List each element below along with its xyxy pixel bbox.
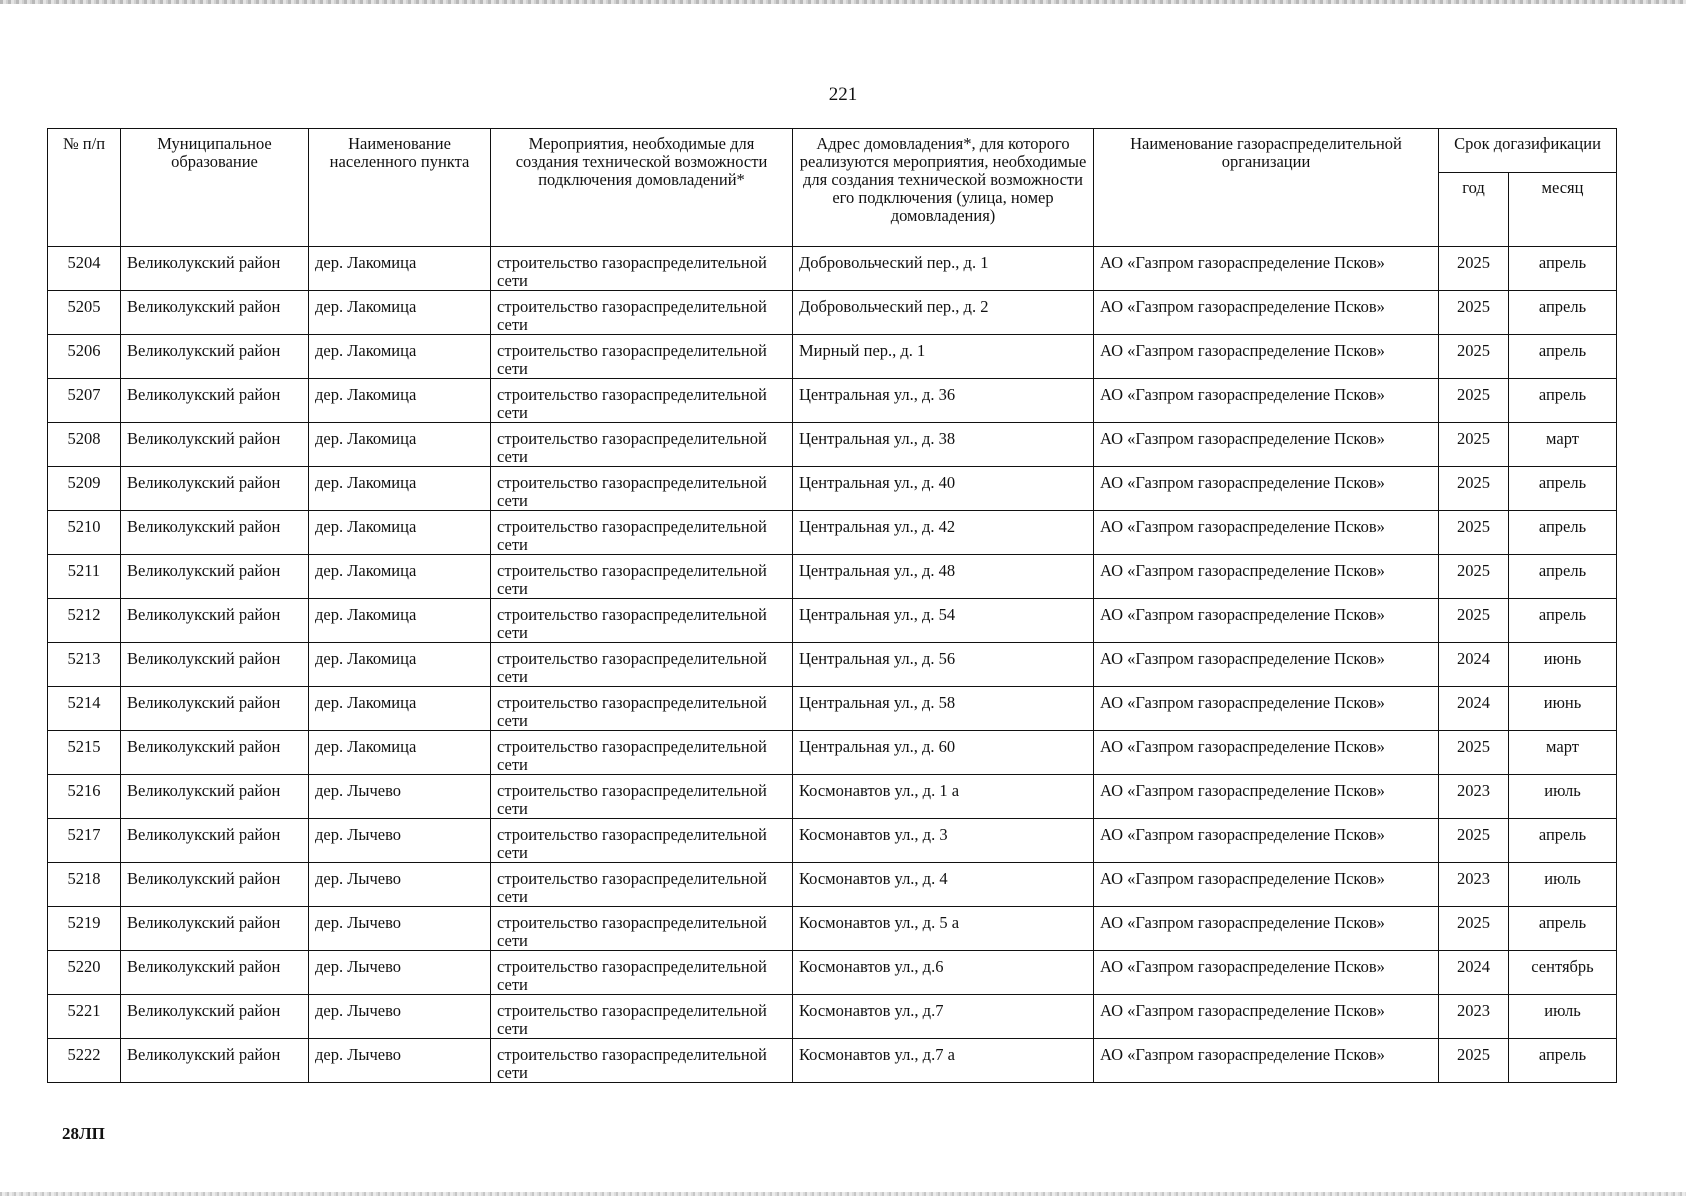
- cell-organization: АО «Газпром газораспределение Псков»: [1094, 643, 1439, 687]
- cell-year: 2024: [1439, 687, 1509, 731]
- header-organization: Наименование газораспределительной организации: [1094, 129, 1439, 247]
- cell-month: март: [1509, 731, 1617, 775]
- cell-measures: строительство газораспределительной сети: [491, 423, 793, 467]
- table-row: [48, 907, 1617, 951]
- cell-organization: АО «Газпром газораспределение Псков»: [1094, 731, 1439, 775]
- cell-month: апрель: [1509, 335, 1617, 379]
- cell-settlement: дер. Лычево: [309, 995, 491, 1039]
- cell-municipality: Великолукский район: [121, 467, 309, 511]
- cell-num: 5216: [48, 775, 121, 819]
- cell-year: 2025: [1439, 511, 1509, 555]
- cell-num: 5207: [48, 379, 121, 423]
- cell-measures: строительство газораспределительной сети: [491, 1039, 793, 1083]
- cell-month: апрель: [1509, 511, 1617, 555]
- cell-month: июль: [1509, 775, 1617, 819]
- cell-num: 5221: [48, 995, 121, 1039]
- cell-settlement: дер. Лакомица: [309, 247, 491, 291]
- table-row: [48, 511, 1617, 555]
- cell-settlement: дер. Лычево: [309, 863, 491, 907]
- header-measures: Мероприятия, необходимые для создания технической возможности подключения домовладений*: [491, 129, 793, 247]
- cell-municipality: Великолукский район: [121, 247, 309, 291]
- cell-organization: АО «Газпром газораспределение Псков»: [1094, 467, 1439, 511]
- cell-num: 5214: [48, 687, 121, 731]
- cell-settlement: дер. Лакомица: [309, 599, 491, 643]
- cell-month: июль: [1509, 863, 1617, 907]
- cell-address: Центральная ул., д. 56: [793, 643, 1094, 687]
- cell-organization: АО «Газпром газораспределение Псков»: [1094, 335, 1439, 379]
- cell-municipality: Великолукский район: [121, 951, 309, 995]
- table-header: [48, 129, 1617, 247]
- cell-municipality: Великолукский район: [121, 1039, 309, 1083]
- cell-measures: строительство газораспределительной сети: [491, 467, 793, 511]
- cell-address: Центральная ул., д. 36: [793, 379, 1094, 423]
- cell-month: июнь: [1509, 687, 1617, 731]
- table-row: [48, 291, 1617, 335]
- cell-measures: строительство газораспределительной сети: [491, 511, 793, 555]
- cell-organization: АО «Газпром газораспределение Псков»: [1094, 555, 1439, 599]
- cell-settlement: дер. Лычево: [309, 951, 491, 995]
- cell-municipality: Великолукский район: [121, 995, 309, 1039]
- header-municipality: Муниципальное образование: [121, 129, 309, 247]
- cell-month: сентябрь: [1509, 951, 1617, 995]
- cell-address: Космонавтов ул., д. 1 а: [793, 775, 1094, 819]
- cell-num: 5209: [48, 467, 121, 511]
- cell-municipality: Великолукский район: [121, 555, 309, 599]
- cell-measures: строительство газораспределительной сети: [491, 731, 793, 775]
- cell-organization: АО «Газпром газораспределение Псков»: [1094, 951, 1439, 995]
- cell-year: 2025: [1439, 1039, 1509, 1083]
- cell-organization: АО «Газпром газораспределение Псков»: [1094, 863, 1439, 907]
- cell-address: Космонавтов ул., д. 4: [793, 863, 1094, 907]
- scan-edge-bottom: [0, 1192, 1686, 1196]
- cell-settlement: дер. Лакомица: [309, 511, 491, 555]
- header-year: год: [1439, 173, 1509, 247]
- cell-address: Центральная ул., д. 54: [793, 599, 1094, 643]
- cell-municipality: Великолукский район: [121, 335, 309, 379]
- cell-num: 5208: [48, 423, 121, 467]
- table-row: [48, 819, 1617, 863]
- cell-num: 5204: [48, 247, 121, 291]
- cell-num: 5217: [48, 819, 121, 863]
- cell-settlement: дер. Лычево: [309, 1039, 491, 1083]
- table-row: [48, 423, 1617, 467]
- cell-month: апрель: [1509, 1039, 1617, 1083]
- cell-year: 2025: [1439, 819, 1509, 863]
- cell-year: 2025: [1439, 423, 1509, 467]
- cell-year: 2025: [1439, 379, 1509, 423]
- cell-year: 2023: [1439, 863, 1509, 907]
- cell-address: Центральная ул., д. 38: [793, 423, 1094, 467]
- cell-month: апрель: [1509, 247, 1617, 291]
- cell-municipality: Великолукский район: [121, 643, 309, 687]
- cell-address: Центральная ул., д. 60: [793, 731, 1094, 775]
- table-row: [48, 995, 1617, 1039]
- cell-num: 5211: [48, 555, 121, 599]
- cell-month: июль: [1509, 995, 1617, 1039]
- table-row: [48, 863, 1617, 907]
- cell-month: март: [1509, 423, 1617, 467]
- header-settlement: Наименование населенного пункта: [309, 129, 491, 247]
- cell-settlement: дер. Лакомица: [309, 687, 491, 731]
- cell-year: 2025: [1439, 291, 1509, 335]
- cell-settlement: дер. Лакомица: [309, 379, 491, 423]
- cell-address: Мирный пер., д. 1: [793, 335, 1094, 379]
- cell-settlement: дер. Лакомица: [309, 643, 491, 687]
- cell-municipality: Великолукский район: [121, 863, 309, 907]
- footer-code: 28ЛП: [62, 1124, 105, 1143]
- cell-num: 5220: [48, 951, 121, 995]
- cell-address: Добровольческий пер., д. 2: [793, 291, 1094, 335]
- cell-settlement: дер. Лычево: [309, 775, 491, 819]
- cell-municipality: Великолукский район: [121, 511, 309, 555]
- cell-year: 2025: [1439, 467, 1509, 511]
- cell-settlement: дер. Лычево: [309, 907, 491, 951]
- cell-num: 5206: [48, 335, 121, 379]
- cell-municipality: Великолукский район: [121, 423, 309, 467]
- cell-municipality: Великолукский район: [121, 687, 309, 731]
- table-row: [48, 687, 1617, 731]
- table-row: [48, 1039, 1617, 1083]
- cell-measures: строительство газораспределительной сети: [491, 599, 793, 643]
- cell-settlement: дер. Лакомица: [309, 335, 491, 379]
- cell-year: 2023: [1439, 775, 1509, 819]
- cell-organization: АО «Газпром газораспределение Псков»: [1094, 291, 1439, 335]
- cell-num: 5218: [48, 863, 121, 907]
- cell-year: 2023: [1439, 995, 1509, 1039]
- page-number: 221: [828, 84, 858, 105]
- cell-year: 2025: [1439, 555, 1509, 599]
- cell-settlement: дер. Лакомица: [309, 291, 491, 335]
- cell-year: 2024: [1439, 951, 1509, 995]
- cell-municipality: Великолукский район: [121, 731, 309, 775]
- table-row: [48, 379, 1617, 423]
- table-row: [48, 467, 1617, 511]
- cell-organization: АО «Газпром газораспределение Псков»: [1094, 687, 1439, 731]
- cell-year: 2025: [1439, 907, 1509, 951]
- gasification-table: [47, 128, 1617, 1083]
- header-term: Срок догазификации: [1439, 129, 1617, 173]
- cell-month: апрель: [1509, 379, 1617, 423]
- cell-measures: строительство газораспределительной сети: [491, 291, 793, 335]
- cell-municipality: Великолукский район: [121, 599, 309, 643]
- cell-municipality: Великолукский район: [121, 379, 309, 423]
- cell-measures: строительство газораспределительной сети: [491, 907, 793, 951]
- table-row: [48, 731, 1617, 775]
- cell-num: 5212: [48, 599, 121, 643]
- cell-measures: строительство газораспределительной сети: [491, 379, 793, 423]
- cell-year: 2025: [1439, 731, 1509, 775]
- cell-organization: АО «Газпром газораспределение Псков»: [1094, 379, 1439, 423]
- table-row: [48, 599, 1617, 643]
- cell-settlement: дер. Лакомица: [309, 555, 491, 599]
- table-row: [48, 335, 1617, 379]
- cell-organization: АО «Газпром газораспределение Псков»: [1094, 995, 1439, 1039]
- cell-organization: АО «Газпром газораспределение Псков»: [1094, 819, 1439, 863]
- cell-settlement: дер. Лычево: [309, 819, 491, 863]
- cell-address: Космонавтов ул., д.7 а: [793, 1039, 1094, 1083]
- cell-organization: АО «Газпром газораспределение Псков»: [1094, 247, 1439, 291]
- cell-address: Центральная ул., д. 58: [793, 687, 1094, 731]
- cell-month: апрель: [1509, 467, 1617, 511]
- cell-address: Центральная ул., д. 42: [793, 511, 1094, 555]
- cell-num: 5205: [48, 291, 121, 335]
- cell-num: 5210: [48, 511, 121, 555]
- cell-month: апрель: [1509, 907, 1617, 951]
- cell-measures: строительство газораспределительной сети: [491, 863, 793, 907]
- cell-month: апрель: [1509, 291, 1617, 335]
- cell-organization: АО «Газпром газораспределение Псков»: [1094, 599, 1439, 643]
- cell-num: 5215: [48, 731, 121, 775]
- cell-address: Космонавтов ул., д.7: [793, 995, 1094, 1039]
- cell-settlement: дер. Лакомица: [309, 423, 491, 467]
- cell-measures: строительство газораспределительной сети: [491, 687, 793, 731]
- header-num: № п/п: [48, 129, 121, 247]
- table-row: [48, 775, 1617, 819]
- cell-settlement: дер. Лакомица: [309, 731, 491, 775]
- cell-organization: АО «Газпром газораспределение Псков»: [1094, 775, 1439, 819]
- table-row: [48, 951, 1617, 995]
- cell-measures: строительство газораспределительной сети: [491, 335, 793, 379]
- cell-year: 2025: [1439, 335, 1509, 379]
- cell-num: 5222: [48, 1039, 121, 1083]
- cell-organization: АО «Газпром газораспределение Псков»: [1094, 907, 1439, 951]
- cell-municipality: Великолукский район: [121, 907, 309, 951]
- cell-address: Космонавтов ул., д.6: [793, 951, 1094, 995]
- cell-address: Центральная ул., д. 40: [793, 467, 1094, 511]
- cell-measures: строительство газораспределительной сети: [491, 819, 793, 863]
- cell-year: 2024: [1439, 643, 1509, 687]
- cell-address: Добровольческий пер., д. 1: [793, 247, 1094, 291]
- cell-year: 2025: [1439, 599, 1509, 643]
- cell-municipality: Великолукский район: [121, 775, 309, 819]
- cell-measures: строительство газораспределительной сети: [491, 247, 793, 291]
- table-row: [48, 247, 1617, 291]
- cell-measures: строительство газораспределительной сети: [491, 995, 793, 1039]
- cell-num: 5219: [48, 907, 121, 951]
- cell-municipality: Великолукский район: [121, 819, 309, 863]
- cell-measures: строительство газораспределительной сети: [491, 951, 793, 995]
- cell-num: 5213: [48, 643, 121, 687]
- cell-month: июнь: [1509, 643, 1617, 687]
- scan-edge-top: [0, 0, 1686, 4]
- table-row: [48, 555, 1617, 599]
- header-month: месяц: [1509, 173, 1617, 247]
- cell-organization: АО «Газпром газораспределение Псков»: [1094, 423, 1439, 467]
- cell-measures: строительство газораспределительной сети: [491, 555, 793, 599]
- cell-month: апрель: [1509, 819, 1617, 863]
- cell-municipality: Великолукский район: [121, 291, 309, 335]
- cell-measures: строительство газораспределительной сети: [491, 775, 793, 819]
- table-body: [48, 247, 1617, 1083]
- table-row: [48, 643, 1617, 687]
- cell-address: Центральная ул., д. 48: [793, 555, 1094, 599]
- cell-address: Космонавтов ул., д. 5 а: [793, 907, 1094, 951]
- cell-settlement: дер. Лакомица: [309, 467, 491, 511]
- cell-year: 2025: [1439, 247, 1509, 291]
- cell-month: апрель: [1509, 599, 1617, 643]
- cell-measures: строительство газораспределительной сети: [491, 643, 793, 687]
- cell-organization: АО «Газпром газораспределение Псков»: [1094, 511, 1439, 555]
- cell-address: Космонавтов ул., д. 3: [793, 819, 1094, 863]
- header-address: Адрес домовладения*, для которого реализуются мероприятия, необходимые для создания технической возможности его подключения (улица, номер домовладения): [793, 129, 1094, 247]
- cell-organization: АО «Газпром газораспределение Псков»: [1094, 1039, 1439, 1083]
- cell-month: апрель: [1509, 555, 1617, 599]
